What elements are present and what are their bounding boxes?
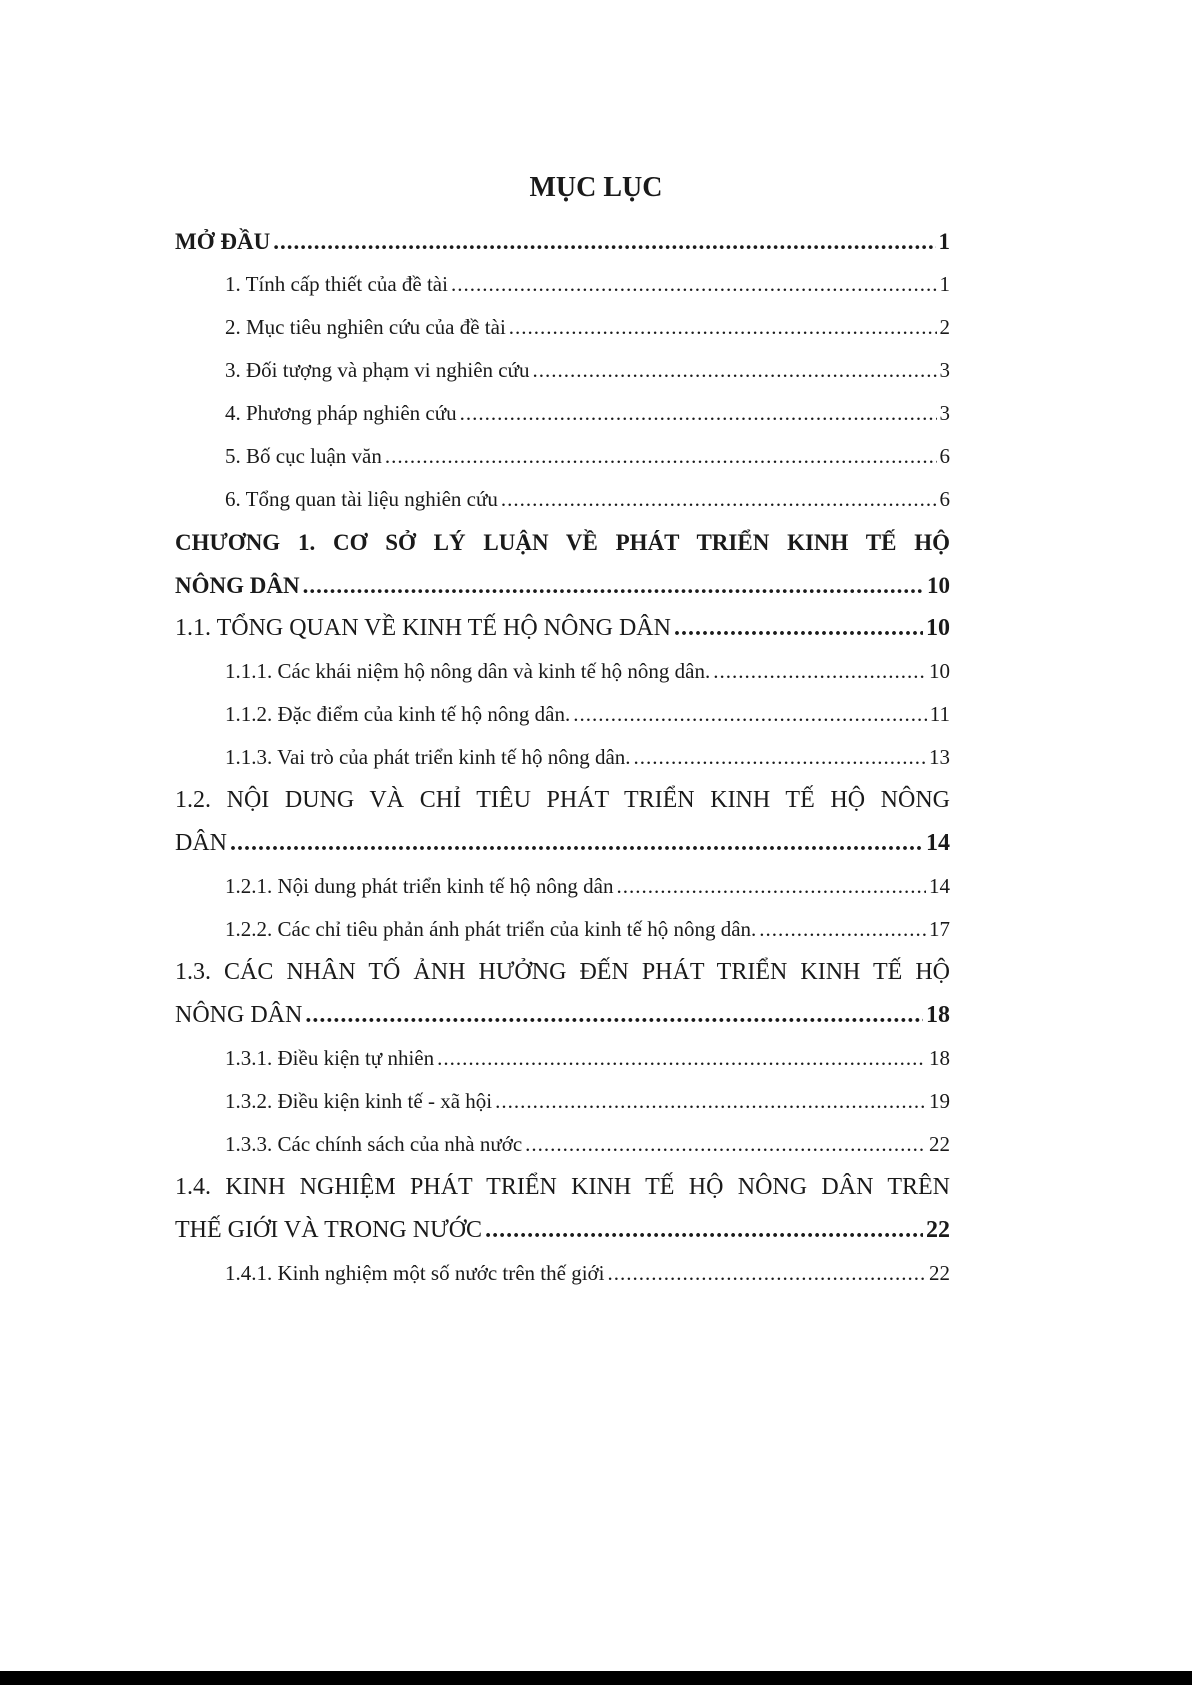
toc-entry-page: 13 (929, 745, 950, 769)
toc-entry-page: 10 (929, 659, 950, 683)
toc-entry-section-4[interactable] (175, 392, 950, 435)
toc-entry-label-line2: NÔNG DÂN (175, 1002, 303, 1028)
toc-entry-label: 1.1.2. Đặc điểm của kinh tế hộ nông dân. (225, 702, 571, 726)
toc-entry-page: 18 (929, 1046, 950, 1070)
toc-entry-chapter-1[interactable] (175, 521, 950, 607)
toc-entry-label-line1: 1.2. NỘI DUNG VÀ CHỈ TIÊU PHÁT TRIỂN KINH TẾ HỘ NÔNG (175, 787, 950, 813)
toc-entry-label: 1. Tính cấp thiết của đề tài (225, 272, 448, 296)
toc-entry-section-1-1-1[interactable] (175, 650, 950, 693)
toc-entry-page: 10 (927, 573, 950, 598)
toc-entry-page: 18 (926, 1002, 950, 1028)
dot-leader (485, 1209, 923, 1252)
toc-entry-section-1-2[interactable] (175, 779, 950, 865)
toc-entry-label: 1.1.3. Vai trò của phát triển kinh tế hộ nông dân. (225, 745, 631, 769)
dot-leader (460, 392, 937, 435)
toc-entry-label: 2. Mục tiêu nghiên cứu của đề tài (225, 315, 506, 339)
toc-entry-section-1-1-2[interactable] (175, 693, 950, 736)
dot-leader (509, 306, 937, 349)
toc-entry-section-1-2-2[interactable] (175, 908, 950, 951)
toc-entry-label: 6. Tổng quan tài liệu nghiên cứu (225, 487, 498, 511)
toc-entry-page: 14 (929, 874, 950, 898)
dot-leader (533, 349, 937, 392)
toc-entry-label: 1.1. TỔNG QUAN VỀ KINH TẾ HỘ NÔNG DÂN (175, 615, 671, 641)
dot-leader (713, 650, 926, 693)
dot-leader (495, 1080, 926, 1123)
toc-entry-page: 17 (929, 917, 950, 941)
dot-leader (385, 435, 937, 478)
toc-entry-label: 4. Phương pháp nghiên cứu (225, 401, 457, 425)
toc-entry-page: 19 (929, 1089, 950, 1113)
dot-leader (525, 1123, 926, 1166)
toc-entry-label: 1.4.1. Kinh nghiệm một số nước trên thế giới (225, 1261, 605, 1285)
toc-entry-section-1-3[interactable] (175, 951, 950, 1037)
toc-entry-section-1-2-1[interactable] (175, 865, 950, 908)
toc-entry-section-2[interactable] (175, 306, 950, 349)
dot-leader (273, 220, 935, 263)
toc-entry-label: 3. Đối tượng và phạm vi nghiên cứu (225, 358, 530, 382)
toc-entry-section-1[interactable] (175, 263, 950, 306)
toc-entry-label-line1: 1.4. KINH NGHIỆM PHÁT TRIỂN KINH TẾ HỘ NÔNG DÂN TRÊN (175, 1174, 950, 1200)
dot-leader (573, 693, 927, 736)
toc-entry-label: 1.3.3. Các chính sách của nhà nước (225, 1132, 523, 1156)
toc-entry-section-3[interactable] (175, 349, 950, 392)
dot-leader (451, 263, 937, 306)
toc-entry-section-6[interactable] (175, 478, 950, 521)
dot-leader (501, 478, 937, 521)
toc-entry-page: 10 (926, 615, 950, 641)
toc-entry-label: 1.2.1. Nội dung phát triển kinh tế hộ nông dân (225, 874, 614, 898)
toc-entry-label-line2: THẾ GIỚI VÀ TRONG NƯỚC (175, 1217, 483, 1243)
toc-entry-label-line1: 1.3. CÁC NHÂN TỐ ẢNH HƯỞNG ĐẾN PHÁT TRIỂN KINH TẾ HỘ (175, 959, 950, 985)
toc-entry-label: 1.3.1. Điều kiện tự nhiên (225, 1046, 435, 1070)
bottom-border (0, 1671, 1192, 1685)
dot-leader (674, 607, 923, 650)
dot-leader (616, 865, 926, 908)
toc-entry-section-1-4[interactable] (175, 1166, 950, 1252)
toc-entry-page: 1 (938, 229, 950, 254)
toc-entry-section-5[interactable] (175, 435, 950, 478)
toc-entry-page: 22 (929, 1132, 950, 1156)
dot-leader (230, 822, 923, 865)
toc-entry-mo-dau[interactable] (175, 220, 950, 263)
toc-entry-section-1-4-1[interactable] (175, 1252, 950, 1295)
toc-entry-label-line2: NÔNG DÂN (175, 573, 300, 598)
dot-leader (607, 1252, 926, 1295)
toc-entry-section-1-1-3[interactable] (175, 736, 950, 779)
toc-entry-section-1-1[interactable] (175, 607, 950, 650)
toc-entry-page: 14 (926, 830, 950, 856)
toc-entry-label: 1.3.2. Điều kiện kinh tế - xã hội (225, 1089, 493, 1113)
toc-title: MỤC LỤC (529, 172, 663, 203)
dot-leader (303, 564, 924, 607)
toc-entry-label-line2: DÂN (175, 830, 227, 856)
toc-entry-label: 5. Bố cục luận văn (225, 444, 382, 468)
toc-entry-page: 22 (926, 1217, 950, 1243)
toc-entry-page: 11 (929, 702, 950, 726)
toc-entry-page: 6 (939, 487, 950, 511)
dot-leader (634, 736, 926, 779)
toc-entry-page: 3 (939, 358, 950, 382)
toc-entry-section-1-3-1[interactable] (175, 1037, 950, 1080)
dot-leader (305, 994, 923, 1037)
toc-entry-page: 3 (939, 401, 950, 425)
toc-entry-label: MỞ ĐẦU (175, 229, 271, 254)
toc-entry-label-line1: CHƯƠNG 1. CƠ SỞ LÝ LUẬN VỀ PHÁT TRIỂN KINH TẾ HỘ (175, 530, 950, 555)
toc-entry-page: 2 (939, 315, 950, 339)
table-of-contents (175, 220, 950, 1295)
dot-leader (437, 1037, 926, 1080)
dot-leader (759, 908, 926, 951)
toc-entry-page: 1 (939, 272, 950, 296)
toc-entry-section-1-3-2[interactable] (175, 1080, 950, 1123)
toc-entry-label: 1.1.1. Các khái niệm hộ nông dân và kinh tế hộ nông dân. (225, 659, 711, 683)
toc-entry-label: 1.2.2. Các chỉ tiêu phản ánh phát triển của kinh tế hộ nông dân. (225, 917, 757, 941)
toc-entry-page: 6 (939, 444, 950, 468)
toc-entry-section-1-3-3[interactable] (175, 1123, 950, 1166)
toc-entry-page: 22 (929, 1261, 950, 1285)
